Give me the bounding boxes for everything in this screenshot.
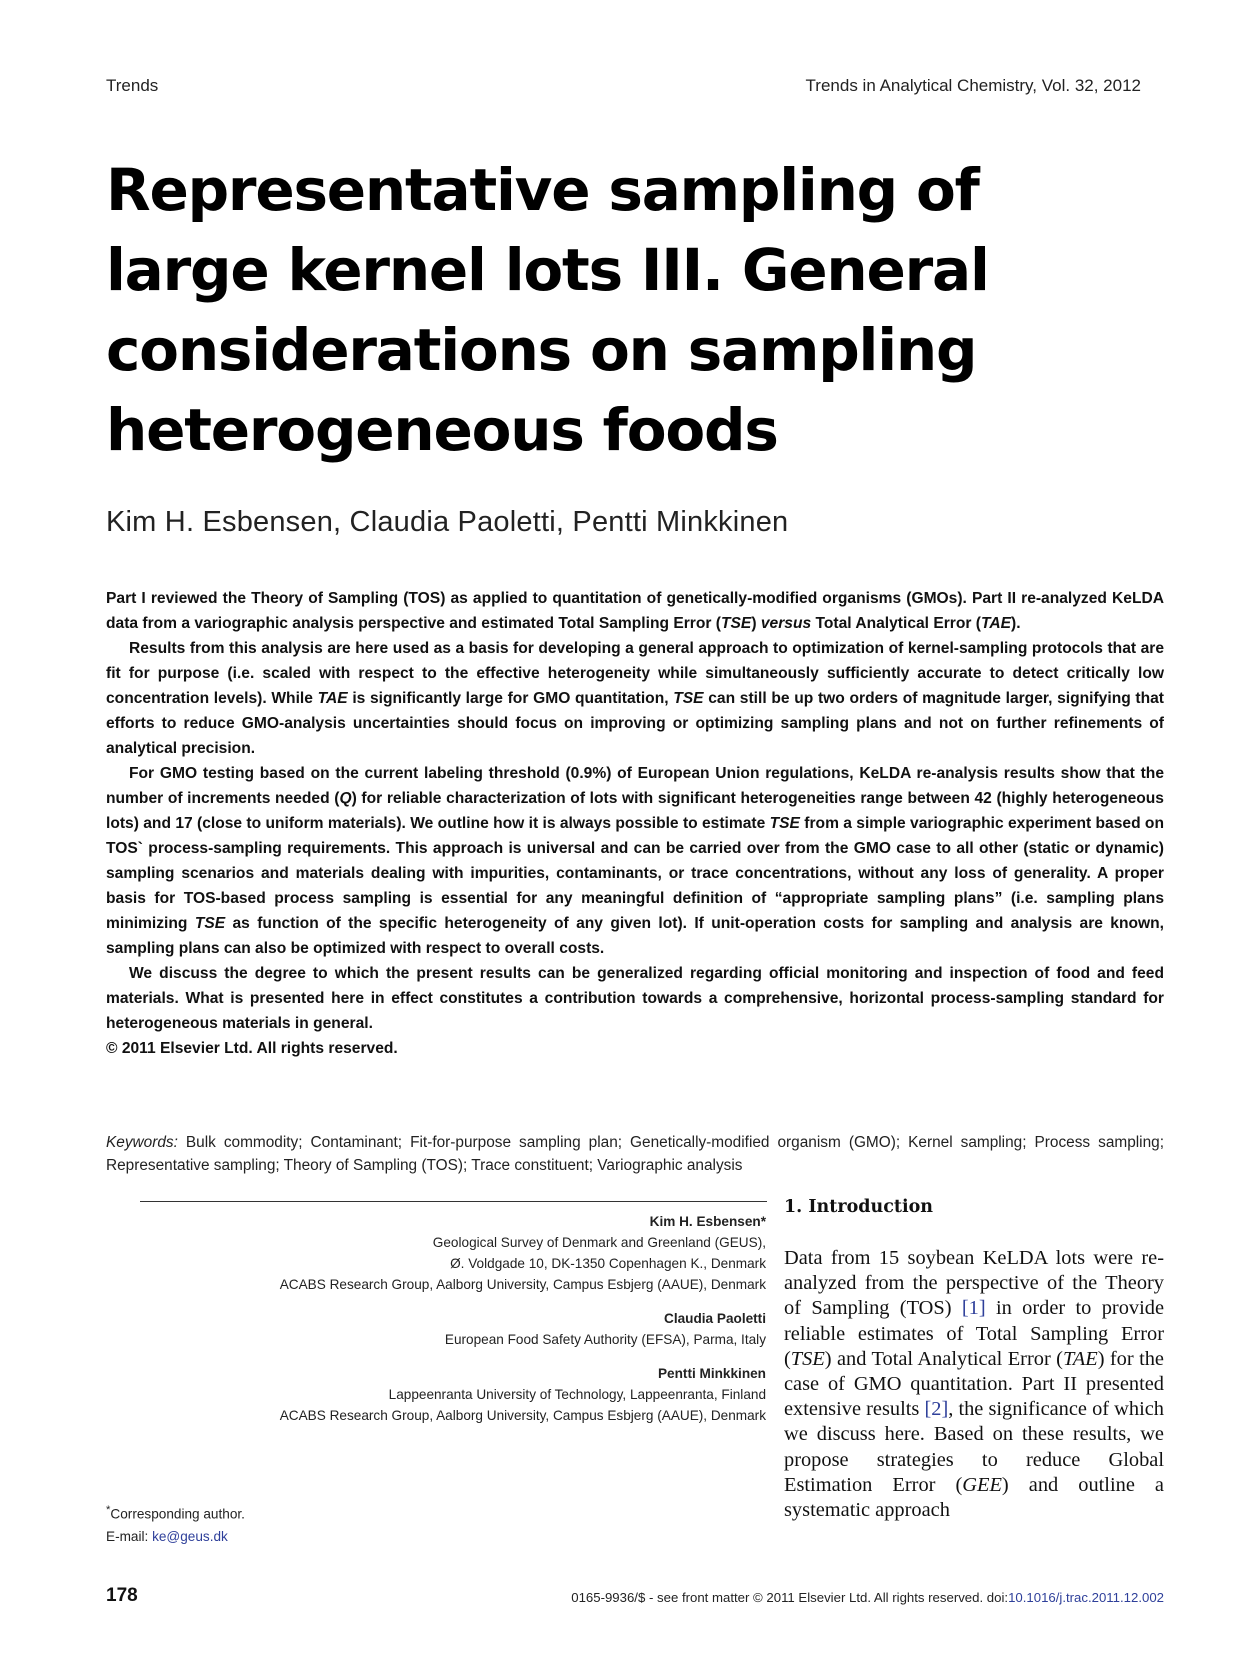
affiliation-name-minkkinen: Pentti Minkkinen: [657, 1366, 766, 1381]
email-link[interactable]: ke@geus.dk: [152, 1528, 228, 1544]
author-list: Kim H. Esbensen, Claudia Paoletti, Pentti Minkkinen: [106, 506, 789, 538]
affiliation-line: Geological Survey of Denmark and Greenland (GEUS),: [432, 1235, 766, 1250]
reference-link-1[interactable]: [1]: [961, 1297, 986, 1320]
keywords: [106, 1131, 1164, 1177]
corresponding-author-footnote: *Corresponding author. E-mail: ke@geus.dk: [106, 1504, 245, 1544]
abstract-paragraph-2: Results from this analysis are here used as a basis for developing a general approach to optimization of kernel-sampling protocols that are fit for purpose (i.e. scaled with respect to the effective heterogeneity while simultaneously sufficiently accurate to detect critically low concentration levels). While TAE is significantly large for GMO quantitation, TSE can still be up two orders of magnitude larger, signifying that efforts to reduce GMO-analysis uncertainties should focus on improving or optimizing sampling plans and not on further refinements of analytical precision.: [106, 640, 1165, 757]
keywords-label: Keywords:: [106, 1134, 178, 1151]
page-number: 178: [106, 1585, 138, 1606]
affiliation-line: ACABS Research Group, Aalborg University, Campus Esbjerg (AAUE), Denmark: [279, 1277, 766, 1292]
abstract-paragraph-1: Part I reviewed the Theory of Sampling (TOS) as applied to quantitation of genetically-modified organisms (GMOs). Part II re-analyzed KeLDA data from a variographic analysis perspective and estimated Total Sampling Error (TSE) versus Total Analytical Error (TAE).: [106, 590, 1164, 632]
abstract-paragraph-4: We discuss the degree to which the present results can be generalized regarding official monitoring and inspection of food and feed materials. What is presented here in effect constitutes a contribution towards a comprehensive, horizontal process-sampling standard for heterogeneous materials in general.: [106, 965, 1164, 1032]
affiliation-line: ACABS Research Group, Aalborg University, Campus Esbjerg (AAUE), Denmark: [279, 1408, 766, 1423]
abstract-paragraph-3: For GMO testing based on the current labeling threshold (0.9%) of European Union regulations, KeLDA re-analysis results show that the number of increments needed (Q) for reliable characterization of lots with significant heterogeneities range between 42 (highly heterogeneous lots) and 17 (close to uniform materials). We outline how it is always possible to estimate TSE from a simple variographic experiment based on TOS` process-sampling requirements. This approach is universal and can be carried over from the GMO case to all other (static or dynamic) sampling scenarios and materials dealing with impurities, contaminants, or trace concentrations, without any loss of generality. A proper basis for TOS-based process sampling is essential for any meaningful definition of “appropriate sampling plans” (i.e. sampling plans minimizing TSE as function of the specific heterogeneity of any given lot). If unit-operation costs for sampling and analysis are known, sampling plans can also be optimized with respect to overall costs.: [106, 765, 1165, 957]
introduction-text: Data from 15 soybean KeLDA lots were re-analyzed from the perspective of the Theory of Sampling (TOS) [1] in order to provide reliable estimates of Total Sampling Error (TSE) and Total Analytical Error (TAE) for the case of GMO quantitation. Part II presented extensive results [2], the significance of which we discuss here. Based on these results, we propose strategies to reduce Global Estimation Error (GEE) and outline a systematic approach: [784, 1247, 1164, 1522]
affiliation-line: Lappeenranta University of Technology, Lappeenranta, Finland: [388, 1387, 766, 1402]
abstract: [106, 586, 1164, 1061]
copyright-line: © 2011 Elsevier Ltd. All rights reserved.: [106, 1040, 398, 1057]
affiliations: [200, 1211, 766, 1426]
article-title: Representative sampling of large kernel lots III. General considerations on sampling heterogeneous foods: [106, 156, 989, 464]
affiliation-name-esbensen: Kim H. Esbensen*: [649, 1214, 766, 1229]
affiliation-line: European Food Safety Authority (EFSA), Parma, Italy: [444, 1332, 766, 1347]
running-header-section: Trends: [106, 76, 159, 95]
affiliation-line: Ø. Voldgade 10, DK-1350 Copenhagen K., Denmark: [450, 1256, 766, 1271]
affiliation-name-paoletti: Claudia Paoletti: [664, 1311, 766, 1326]
doi-link[interactable]: 10.1016/j.trac.2011.12.002: [1008, 1590, 1164, 1605]
affiliation-divider: [140, 1201, 767, 1202]
section-heading-introduction: 1. Introduction: [784, 1197, 933, 1217]
running-header-journal: Trends in Analytical Chemistry, Vol. 32, 2012: [805, 76, 1141, 95]
keywords-list: Bulk commodity; Contaminant; Fit-for-purpose sampling plan; Genetically-modified organism (GMO); Kernel sampling; Process sampling; Representative sampling; Theory of Sampling (TOS); Trace constituent; Variographic analysis: [106, 1134, 1164, 1174]
reference-link-2[interactable]: [2]: [924, 1398, 949, 1421]
footer-front-matter: 0165-9936/$ - see front matter © 2011 Elsevier Ltd. All rights reserved. doi:10.1016/j.trac.2011.12.002: [571, 1590, 1164, 1605]
